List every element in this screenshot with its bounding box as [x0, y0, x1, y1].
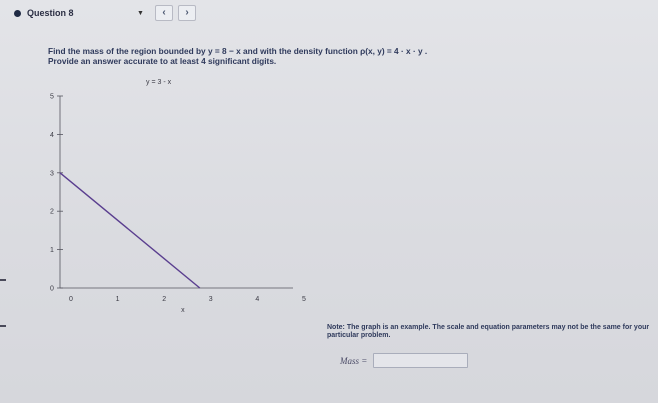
y-tick-label: 5 — [50, 93, 54, 101]
previous-question-button[interactable]: ‹ — [155, 5, 173, 21]
dropdown-caret-icon[interactable]: ▼ — [137, 10, 144, 17]
graph-note: Note: The graph is an example. The scale and equation parameters may not be the same for your particular problem. — [327, 324, 650, 339]
y-tick-label: 4 — [50, 131, 54, 139]
x-tick-label: 2 — [162, 296, 167, 303]
mass-label: Mass = — [340, 355, 368, 366]
y-tick-label: 0 — [50, 285, 54, 293]
mass-answer-row — [340, 353, 468, 368]
next-question-button[interactable]: › — [178, 5, 196, 21]
y-tick-label: 1 — [50, 247, 54, 255]
equation-label: y = 3 - x — [146, 79, 172, 86]
prompt-line-2: Provide an answer accurate to at least 4 significant digits. — [48, 56, 277, 66]
prompt-line-1: Find the mass of the region bounded by y = 8 − x and with the density function ρ(x, y) = 4 · x · y . — [48, 46, 428, 56]
x-tick-label: 5 — [302, 296, 306, 303]
boundary-line — [60, 173, 200, 288]
x-tick-label: 1 — [115, 296, 120, 303]
x-tick-label: 0 — [69, 296, 73, 303]
mass-input[interactable] — [373, 353, 468, 368]
y-tick-label: 3 — [50, 170, 54, 178]
x-tick-label: 3 — [208, 296, 213, 303]
x-axis-label: x — [181, 307, 185, 314]
x-tick-label: 4 — [255, 296, 260, 303]
question-label: Question 8 — [27, 8, 74, 18]
y-tick-label: 2 — [50, 208, 54, 216]
